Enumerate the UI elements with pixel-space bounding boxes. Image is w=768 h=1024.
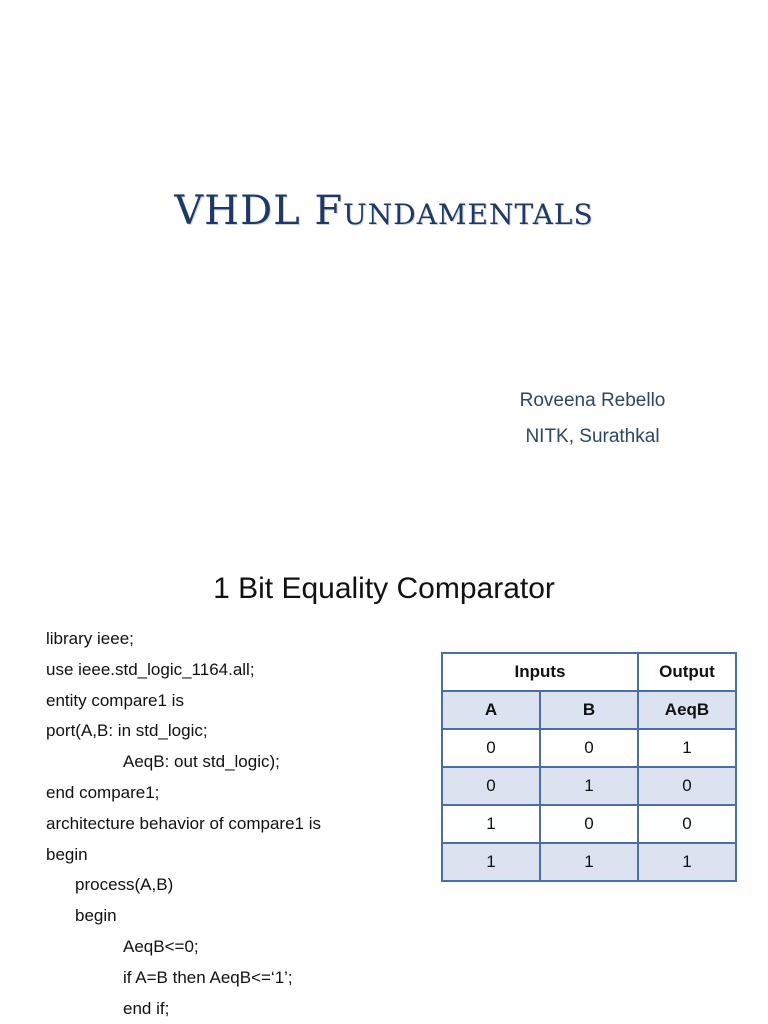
code-line: end if;: [123, 998, 170, 1018]
table-row: [442, 729, 736, 767]
truth-table: [441, 652, 737, 882]
table-cell: 0: [540, 729, 638, 767]
slide-title: VHDL Fundamentals: [174, 188, 594, 234]
table-cell: 1: [540, 843, 638, 881]
code-line: entity compare1 is: [46, 690, 184, 710]
column-header: AeqB: [638, 691, 736, 729]
slide-heading: 1 Bit Equality Comparator: [213, 572, 555, 605]
table-cell: 0: [638, 767, 736, 805]
table-cell: 1: [638, 843, 736, 881]
table-cell: 1: [638, 729, 736, 767]
code-line: library ieee;: [46, 629, 134, 648]
table-row: [442, 767, 736, 805]
table-cell: 1: [540, 767, 638, 805]
code-line: begin: [46, 844, 88, 864]
code-line: use ieee.std_logic_1164.all;: [46, 659, 255, 679]
column-header: A: [442, 691, 540, 729]
inputs-header: Inputs: [442, 653, 638, 691]
table-row: [442, 843, 736, 881]
code-line: begin: [75, 906, 117, 926]
table-header-row: [442, 653, 736, 691]
author-affiliation: NITK, Surathkal: [525, 426, 660, 447]
output-header: Output: [638, 653, 736, 691]
table-row: [442, 805, 736, 843]
code-line: AeqB<=0;: [123, 936, 199, 956]
code-line: architecture behavior of compare1 is: [46, 813, 321, 833]
vhdl-code-block: [46, 624, 321, 1024]
code-line: if A=B then AeqB<=‘1’;: [123, 967, 293, 987]
table-cell: 0: [442, 767, 540, 805]
code-line: port(A,B: in std_logic;: [46, 721, 208, 741]
code-line: process(A,B): [75, 875, 174, 895]
table-cell: 0: [540, 805, 638, 843]
column-header: B: [540, 691, 638, 729]
table-cell: 0: [442, 729, 540, 767]
author-name: Roveena Rebello: [519, 390, 666, 411]
table-cell: 0: [638, 805, 736, 843]
table-cell: 1: [442, 843, 540, 881]
table-cell: 1: [442, 805, 540, 843]
column-header-row: [442, 691, 736, 729]
code-line: AeqB: out std_logic);: [123, 752, 280, 772]
comparator-slide: [0, 540, 768, 1024]
title-slide: [0, 0, 768, 510]
code-line: end compare1;: [46, 782, 160, 802]
author-block: [505, 383, 680, 455]
